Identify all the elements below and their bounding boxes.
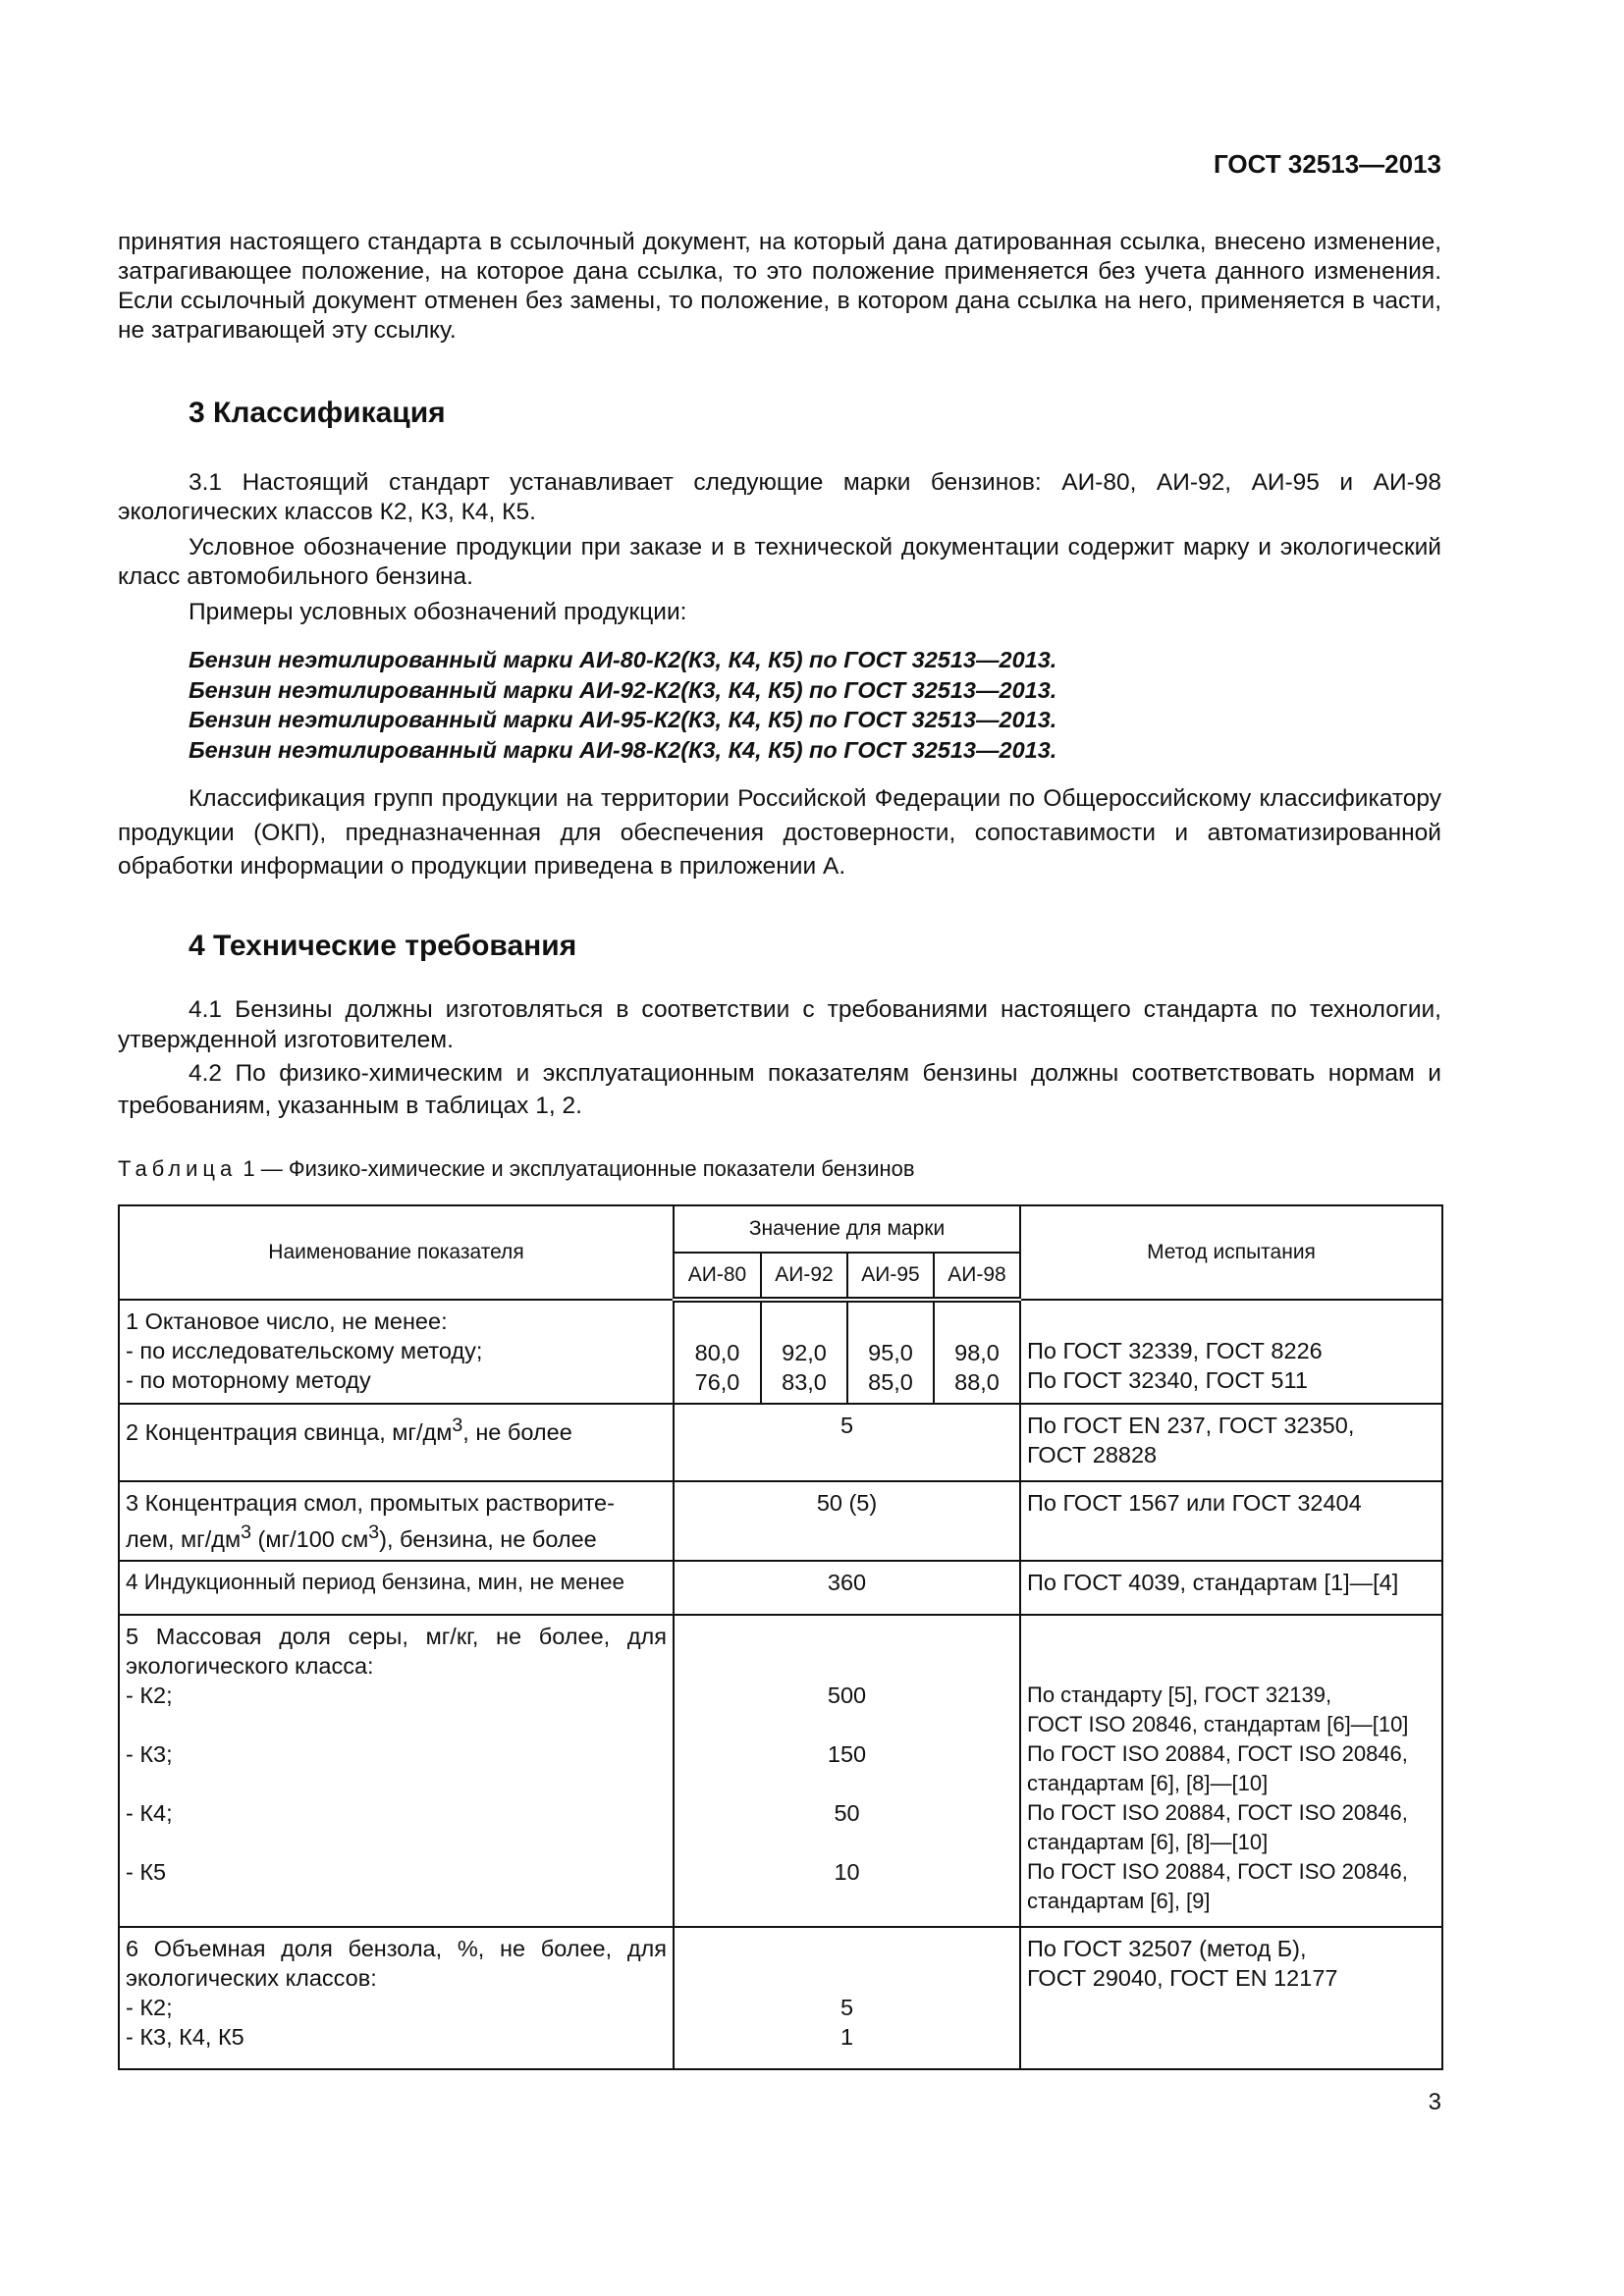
text-line: По ГОСТ ISO 20884, ГОСТ ISO 20846, — [1027, 1799, 1408, 1825]
method-cell — [1020, 1615, 1442, 1927]
section-4-p1: 4.1 Бензины должны изготовляться в соответствии с требованиями настоящего стандарта по технологии, утвержденной изготовителем. — [118, 996, 1441, 1053]
section-3-p2: Условное обозначение продукции при заказе и в технической документации содержит марку и экологический класс автомобильного бензина. — [118, 534, 1441, 590]
method-cell: По ГОСТ 4039, стандартам [1]—[4] — [1020, 1561, 1442, 1615]
value: 88,0 — [954, 1369, 1000, 1395]
section-4-p2: 4.2 По физико-химическим и эксплуатационным показателям бензины должны соответствовать нормам и требованиям, указанным в таблицах 1, 2. — [118, 1060, 1441, 1119]
text-line: 3 Концентрация смол, промытых растворите- — [126, 1490, 615, 1516]
header-grade: АИ-95 — [847, 1253, 934, 1300]
header-grade: АИ-98 — [934, 1253, 1020, 1300]
table-row — [119, 1615, 1442, 1927]
table-row — [119, 1300, 1442, 1404]
intro-paragraph: принятия настоящего стандарта в ссылочный документ, на который дана датированная ссылка, внесено изменение, затрагивающее положение, на которое дана ссылка, то это положение применяется без учета данного изменения. Если ссылочный документ отменен без замены, то положение, в котором дана ссылка на него, применяется в части, не затрагивающей эту ссылку. — [118, 229, 1441, 344]
text-line: стандартам [6], [8]—[10] — [1027, 1770, 1269, 1795]
value-cell — [674, 1300, 761, 1404]
text: ), бензина, не более — [379, 1525, 597, 1552]
row-name — [119, 1404, 674, 1481]
text-line: По ГОСТ 32340, ГОСТ 511 — [1027, 1367, 1308, 1393]
section-3-p4: Классификация групп продукции на территории Российской Федерации по Общероссийскому классификатору продукции (ОКП), предназначенная для обеспечения достоверности, сопоставимости и автоматизированной обработки информации о продукции приведена в приложении А. — [118, 785, 1441, 880]
table-row — [119, 1927, 1442, 2069]
table-row — [119, 1481, 1442, 1561]
properties-table — [118, 1204, 1443, 2070]
value: 83,0 — [782, 1369, 827, 1395]
value: 76,0 — [694, 1369, 740, 1395]
row-name — [119, 1300, 674, 1404]
example-item: Бензин неэтилированный марки АИ-95-К2(К3, К4, К5) по ГОСТ 32513—2013. — [189, 707, 1057, 732]
value-cell — [674, 1615, 1020, 1927]
text-line: - К3; — [126, 1740, 173, 1767]
section-4-title: 4 Технические требования — [189, 930, 577, 962]
text-line: ГОСТ 28828 — [1027, 1442, 1158, 1468]
value-cell: 5 — [674, 1404, 1020, 1481]
example-item: Бензин неэтилированный марки АИ-92-К2(К3, К4, К5) по ГОСТ 32513—2013. — [189, 676, 1057, 703]
text-line: стандартам [6], [8]—[10] — [1027, 1829, 1269, 1854]
table-caption — [118, 1156, 915, 1182]
value: 85,0 — [868, 1369, 913, 1395]
text-line: 1 Октановое число, не менее: — [126, 1308, 448, 1334]
value: 10 — [834, 1858, 860, 1885]
text-line: - К2; — [126, 1994, 173, 2020]
value: 50 — [834, 1799, 860, 1826]
header-value-group: Значение для марки — [674, 1205, 1020, 1253]
value: 1 — [839, 2023, 854, 2050]
text-line: ГОСТ ISO 20846, стандартам [6]—[10] — [1027, 1711, 1409, 1736]
example-item: Бензин неэтилированный марки АИ-98-К2(К3, К4, К5) по ГОСТ 32513—2013. — [189, 736, 1057, 763]
example-item: Бензин неэтилированный марки АИ-80-К2(К3, К4, К5) по ГОСТ 32513—2013. — [189, 647, 1057, 672]
value-cell — [674, 1927, 1020, 2069]
caption-text: 1 — Физико-химические и эксплуатационные показатели бензинов — [237, 1156, 915, 1181]
table-row — [119, 1561, 1442, 1615]
text: , не более — [462, 1418, 572, 1445]
text-line: По ГОСТ ISO 20884, ГОСТ ISO 20846, — [1027, 1740, 1408, 1766]
text-line: По стандарту [5], ГОСТ 32139, — [1027, 1682, 1332, 1707]
value: 95,0 — [868, 1340, 913, 1365]
value-cell — [761, 1300, 847, 1404]
text-line: 6 Объемная доля бензола, %, не более, для экологических классов: — [126, 1935, 667, 1991]
value: 92,0 — [782, 1340, 827, 1365]
text-line: ГОСТ 29040, ГОСТ EN 12177 — [1027, 1964, 1338, 1991]
text-line: По ГОСТ ISO 20884, ГОСТ ISO 20846, — [1027, 1858, 1408, 1884]
page-number: 3 — [1428, 2089, 1441, 2115]
text-line: По ГОСТ 32507 (метод Б), — [1027, 1935, 1307, 1961]
value-cell — [934, 1300, 1020, 1404]
row-name — [119, 1927, 674, 2069]
value: 98,0 — [954, 1340, 1000, 1365]
text: (мг/100 см — [251, 1525, 369, 1552]
text-line: По ГОСТ EN 237, ГОСТ 32350, — [1027, 1413, 1355, 1438]
text-line: 5 Массовая доля серы, мг/кг, не более, для экологического класса: — [126, 1623, 667, 1679]
value: 5 — [839, 1994, 854, 2020]
text-line: - по моторному методу — [126, 1367, 371, 1393]
text-line: - К5 — [126, 1858, 167, 1885]
header-method: Метод испытания — [1020, 1205, 1442, 1300]
caption-label: Таблица — [118, 1156, 238, 1181]
header-grade: АИ-80 — [674, 1253, 761, 1300]
value: 150 — [827, 1740, 867, 1767]
method-cell: По ГОСТ 1567 или ГОСТ 32404 — [1020, 1481, 1442, 1561]
value-cell: 360 — [674, 1561, 1020, 1615]
header-grade: АИ-92 — [761, 1253, 847, 1300]
examples-list — [189, 645, 1056, 765]
table-row — [119, 1404, 1442, 1481]
text-line: - К3, К4, К5 — [126, 2023, 244, 2050]
document-id: ГОСТ 32513—2013 — [1214, 149, 1441, 179]
value-cell: 50 (5) — [674, 1481, 1020, 1561]
text-line: - по исследовательскому методу; — [126, 1338, 483, 1363]
method-cell — [1020, 1927, 1442, 2069]
text-line: стандартам [6], [9] — [1027, 1888, 1211, 1913]
method-cell — [1020, 1404, 1442, 1481]
table-header-row — [119, 1205, 1442, 1253]
text: лем, мг/дм — [126, 1525, 242, 1552]
superscript: 3 — [241, 1522, 252, 1543]
value-cell — [847, 1300, 934, 1404]
row-name — [119, 1615, 674, 1927]
row-name: 4 Индукционный период бензина, мин, не менее — [119, 1561, 674, 1615]
text-line: По ГОСТ 32339, ГОСТ 8226 — [1027, 1338, 1323, 1363]
method-cell — [1020, 1300, 1442, 1404]
text: 2 Концентрация свинца, мг/дм — [126, 1418, 453, 1445]
superscript: 3 — [368, 1522, 380, 1543]
section-3-title: 3 Классификация — [189, 397, 446, 429]
value: 80,0 — [694, 1340, 740, 1365]
section-3-p3: Примеры условных обозначений продукции: — [189, 599, 687, 625]
text-line: - К4; — [126, 1799, 173, 1826]
value: 500 — [827, 1682, 867, 1708]
text-line: - К2; — [126, 1682, 173, 1708]
row-name — [119, 1481, 674, 1561]
superscript: 3 — [452, 1415, 463, 1436]
header-name: Наименование показателя — [119, 1205, 674, 1300]
section-3-p1: 3.1 Настоящий стандарт устанавливает следующие марки бензинов: АИ-80, АИ-92, АИ-95 и АИ-98 экологических классов К2, К3, К4, К5. — [118, 469, 1441, 525]
